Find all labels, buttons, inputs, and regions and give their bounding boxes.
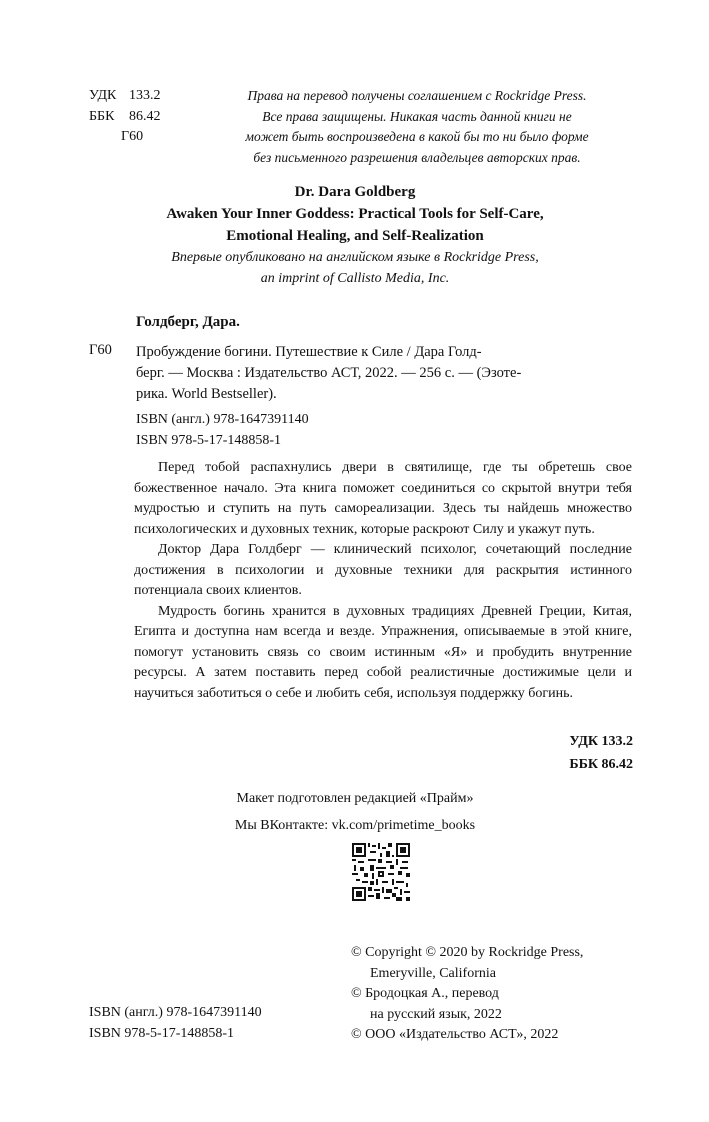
udk-value: 133.2: [129, 88, 161, 103]
copyright-line: © Бродоцкая А., перевод: [351, 986, 499, 1001]
copyright-block: [351, 943, 583, 1046]
description-line: Пробуждение богини. Путешествие к Силе / Дара Голд-: [136, 344, 482, 360]
rights-line: Все права защищены. Никакая часть данной книги не: [262, 108, 572, 124]
rights-notice: [215, 86, 619, 168]
first-published-note: [100, 247, 610, 289]
bbk-value: 86.42: [129, 108, 161, 124]
rights-line: может быть воспроизведена в какой бы то ни было форме: [245, 129, 589, 144]
isbn-english: ISBN (англ.) 978-1647391140: [89, 1005, 262, 1020]
isbn-russian: ISBN 978-5-17-148858-1: [89, 1025, 235, 1041]
annotation: [134, 458, 632, 704]
description-line: рика. World Bestseller).: [136, 386, 277, 402]
udk-bbk-block: [89, 86, 161, 148]
vk-link[interactable]: Мы ВКонтакте: vk.com/primetime_books: [234, 818, 476, 833]
bbk-label: ББК: [89, 108, 115, 124]
isbn-english: ISBN (англ.) 978-1647391140: [136, 412, 309, 427]
isbn-russian: ISBN 978-5-17-148858-1: [136, 433, 282, 448]
isbn-block: [136, 409, 309, 451]
isbn-bottom-block: [89, 1003, 262, 1044]
layout-credit: Макет подготовлен редакцией «Прайм»: [236, 791, 474, 806]
annotation-paragraph: Доктор Дара Голдберг — клинический психолог, сочетающий последние достижения в психологии и духовные техники для раскрытия истинного потенциала своих клиентов.: [134, 542, 632, 598]
description-line: берг. — Москва : Издательство АСТ, 2022. — 256 с. — (Эзоте-: [136, 365, 522, 381]
udk-right-line: УДК 133.2: [569, 734, 633, 749]
copyright-line: Emeryville, California: [370, 965, 496, 981]
author-sign-left: Г60: [89, 342, 112, 358]
annotation-paragraph: Перед тобой распахнулись двери в святилище, где ты обретешь свое божественное начало. Эта книга поможет соединиться со скрытой внутри тебя мудростью и ступить на путь самореализации. Здесь ты найдешь множество психологических и духовных техник, которые раскроют Силу и укажут путь.: [134, 460, 632, 537]
udk-label: УДК: [89, 88, 117, 103]
annotation-paragraph: Мудрость богинь хранится в духовных традициях Древней Греции, Китая, Египта и доступна нам всегда и везде. Упражнения, описываемые в этой книге, помогут установить связь со своим истинным «Я» и пробудить внутренние ресурсы. А затем поставить перед собой реалистичные достижимые цели и научиться заботиться о себе и любить себя, используя поддержку богинь.: [134, 603, 632, 701]
qr-code-icon: [352, 843, 410, 901]
copyright-line: © Copyright © 2020 by Rockridge Press,: [351, 945, 584, 960]
udk-bbk-right: [569, 730, 633, 776]
author-sign: Г60: [121, 129, 144, 144]
copyright-line: на русский язык, 2022: [370, 1006, 502, 1022]
original-title-line: Awaken Your Inner Goddess: Practical Tools for Self-Care,: [166, 206, 544, 222]
original-author: Dr. Dara Goldberg: [294, 184, 416, 200]
rights-line: Права на перевод получены соглашением с Rockridge Press.: [247, 88, 587, 103]
first-published-line: an imprint of Callisto Media, Inc.: [260, 271, 450, 286]
original-title-block: [100, 181, 610, 247]
copyright-line: © ООО «Издательство АСТ», 2022: [351, 1027, 559, 1042]
original-title-line: Emotional Healing, and Self-Realization: [226, 228, 484, 244]
rights-line: без письменного разрешения владельцев авторских прав.: [253, 149, 581, 165]
bbk-right-line: ББК 86.42: [569, 757, 633, 772]
first-published-line: Впервые опубликовано на английском языке в Rockridge Press,: [171, 250, 539, 265]
author-heading: Голдберг, Дара.: [136, 314, 240, 330]
bibliographic-description: [136, 342, 631, 405]
